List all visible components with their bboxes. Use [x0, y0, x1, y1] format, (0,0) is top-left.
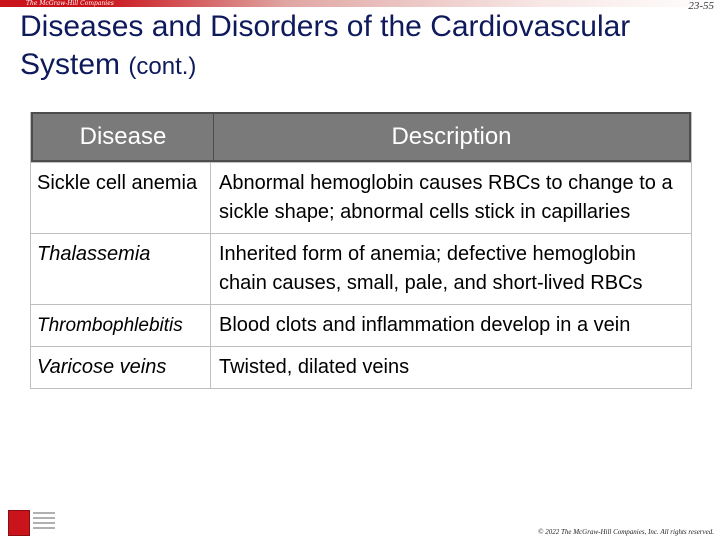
- description-cell: Abnormal hemoglobin causes RBCs to change to a sickle shape; abnormal cells stick in capillaries: [219, 172, 673, 223]
- title-suffix: (cont.): [128, 53, 197, 80]
- table-row: [31, 162, 691, 233]
- disease-cell: Varicose veins: [31, 347, 211, 388]
- disease-cell: Thalassemia: [31, 234, 211, 304]
- disease-cell: Sickle cell anemia: [31, 163, 211, 233]
- column-header-disease: Disease: [33, 114, 214, 160]
- slide-title: [20, 8, 700, 86]
- description-cell: Twisted, dilated veins: [219, 356, 410, 378]
- column-header-description: Description: [391, 123, 512, 150]
- table-row: [31, 346, 691, 388]
- description-cell: Blood clots and inflammation develop in a vein: [219, 314, 631, 336]
- table-row: [31, 233, 691, 304]
- publisher-logo-icon: [8, 502, 56, 536]
- description-cell: Inherited form of anemia; defective hemoglobin chain causes, small, pale, and short-lived RBCs: [219, 243, 643, 294]
- slide-number: 23-55: [688, 0, 714, 12]
- disease-cell: Thrombophlebitis: [31, 305, 211, 346]
- disease-table: [30, 112, 692, 389]
- publisher-label: The McGraw-Hill Companies: [26, 0, 114, 7]
- title-main: Diseases and Disorders of the Cardiovascular System: [20, 10, 631, 81]
- table-header-row: [31, 112, 691, 162]
- table-row: [31, 304, 691, 346]
- copyright-notice: © 2022 The McGraw-Hill Companies, Inc. All rights reserved.: [538, 528, 714, 536]
